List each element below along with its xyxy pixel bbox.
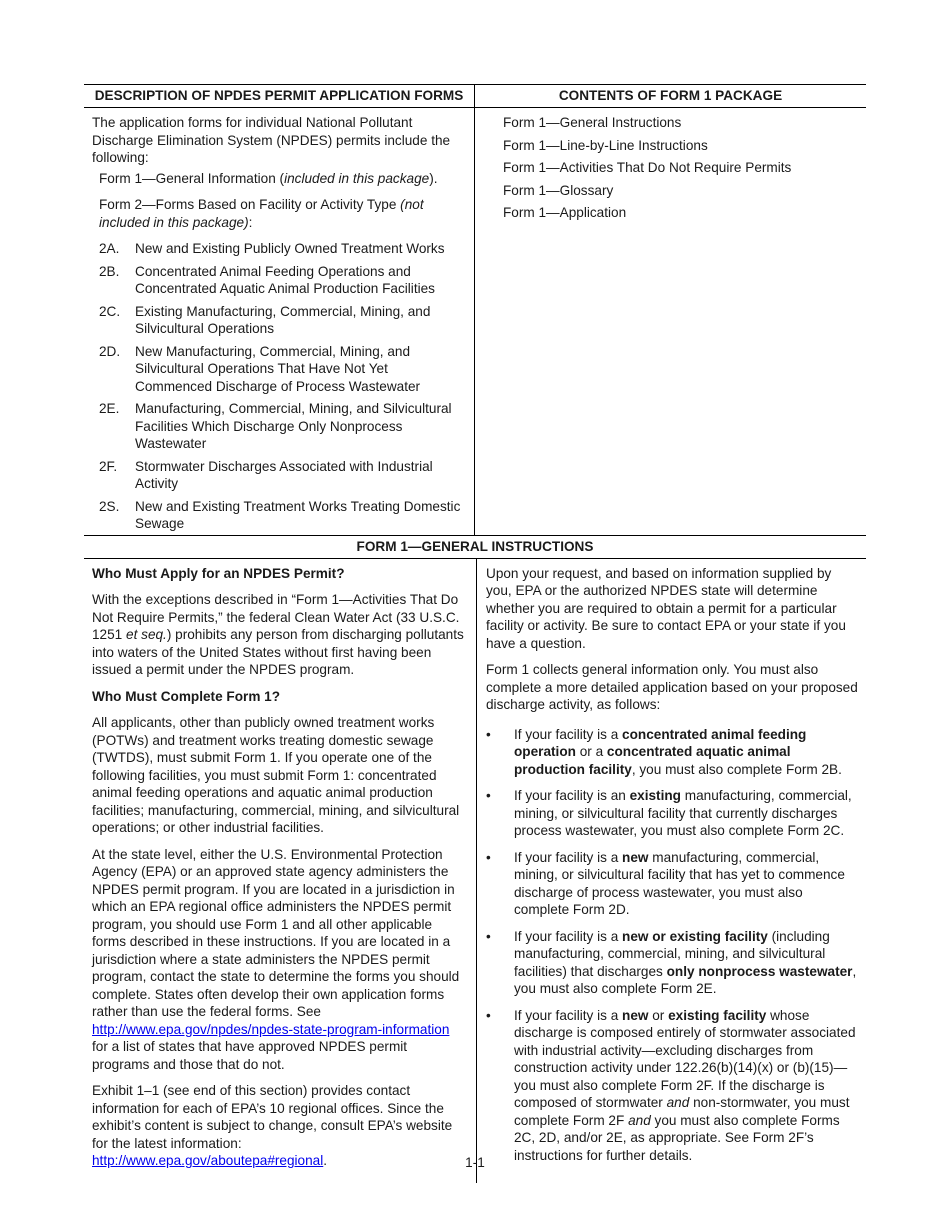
list-item: Form 1—Glossary [503, 182, 614, 198]
contents-list [503, 114, 856, 222]
list-item: Form 1—Activities That Do Not Require Permits [503, 160, 792, 175]
who-must-complete-text: All applicants, other than publicly owned treatment works (POTWs) and treatment works treating domestic sewage (TWTDS), must submit Form 1. If you operate one of the following facilities, you must submit Form 1: concentrated animal feeding operations and aquatic animal production facilities; manufacturing, commercial, mining, and silvicultural operations; or other industrial facilities. [92, 715, 460, 835]
contents-cell [475, 108, 866, 535]
description-intro: The application forms for individual National Pollutant Discharge Elimination System (NPDES) permits include the following: [92, 115, 451, 165]
list-item: • If your facility is a new or existing facility whose discharge is composed entirely of stormwater associated with industrial activity—excluding discharges from construction activity under 122.26(b)(14)(x) or (b)(15)—you must also complete Form 2F. If the discharge is composed of stormwater and non-stormwater, you must complete Form 2F and you must also complete Forms 2C, 2D, and/or 2E, as appropriate. See Form 2F’s instructions for further details. [486, 1007, 858, 1165]
who-must-apply-text: With the exceptions described in “Form 1—Activities That Do Not Require Permits,” the federal Clean Water Act (33 U.S.C. 1251 et seq.) prohibits any person from discharging pollutants into waters of the United States without first having been issued a permit under the NPDES program. [92, 592, 464, 677]
document-page [84, 84, 866, 1183]
top-table-header [84, 84, 866, 108]
list-item: 2S. New and Existing Treatment Works Treating Domestic Sewage [99, 498, 461, 531]
list-item: 2E. Manufacturing, Commercial, Mining, and Silvicultural Facilities Which Discharge Only Nonprocess Wastewater [99, 401, 452, 451]
form2-list [92, 240, 464, 533]
section-title: FORM 1—GENERAL INSTRUCTIONS [84, 535, 866, 559]
list-item: Form 1—Line-by-Line Instructions [503, 137, 708, 153]
request-text: Upon your request, and based on information supplied by you, EPA or the authorized NPDES state will determine whether you are required to obtain a permit for a particular facility or activity. Be sure to contact EPA or your state if you have a question. [486, 565, 846, 651]
form1-collects-text: Form 1 collects general information only. You must also complete a more detailed application based on your proposed discharge activity, as follows: [486, 662, 858, 712]
left-column [84, 559, 477, 1184]
list-item: • If your facility is an existing manufacturing, commercial, mining, or silvicultural facility that currently discharges process wastewater, you must also complete Form 2C. [486, 787, 858, 840]
state-program-link[interactable]: http://www.epa.gov/npdes/npdes-state-program-information [92, 1021, 450, 1037]
form1-line: Form 1—General Information (included in this package). [99, 170, 438, 186]
list-item: 2D. New Manufacturing, Commercial, Mining, and Silvicultural Operations That Have Not Yet Commenced Discharge of Process Wastewater [99, 343, 421, 394]
instructions-body [84, 559, 866, 1184]
list-item: 2A. New and Existing Publicly Owned Treatment Works [99, 241, 445, 256]
right-column [477, 559, 866, 1184]
description-header: DESCRIPTION OF NPDES PERMIT APPLICATION FORMS [84, 85, 475, 107]
list-item: 2C. Existing Manufacturing, Commercial, Mining, and Silvicultural Operations [99, 303, 431, 336]
list-item: 2B. Concentrated Animal Feeding Operations and Concentrated Aquatic Animal Production Facilities [99, 263, 435, 296]
list-item: • If your facility is a new manufacturing, commercial, mining, or silvicultural facility that has yet to commence discharge of process wastewater, you must also complete Form 2D. [486, 849, 858, 919]
list-item: • If your facility is a new or existing facility (including manufacturing, commercial, mining, and silvicultural facilities) that discharges only nonprocess wastewater, you must also complete Form 2E. [486, 928, 858, 998]
regional-offices-link[interactable]: http://www.epa.gov/aboutepa#regional [92, 1153, 324, 1168]
list-item: Form 1—Application [503, 205, 627, 220]
who-must-apply-heading: Who Must Apply for an NPDES Permit? [92, 565, 345, 581]
state-level-text: At the state level, either the U.S. Environmental Protection Agency (EPA) or an approved state agency administers the NPDES permit program. If you are located in a jurisdiction in which an EPA regional office administers the NPDES permit program, you should use Form 1 and all other applicable forms described in these instructions. If you are located in a jurisdiction where a state administers the NPDES permit program, contact the state to determine the forms you should complete. States often develop their own application forms rather than use the federal forms. See http://www.epa.gov/npdes/npdes-state-program-information for a list of states that have approved NPDES permit programs and those that do not. [92, 846, 460, 1072]
contents-header: CONTENTS OF FORM 1 PACKAGE [558, 88, 783, 103]
exhibit-text: Exhibit 1–1 (see end of this section) provides contact information for each of EPA’s 10 regional offices. Since the exhibit’s content is subject to change, consult EPA’s website for the latest information: http://www.epa.gov/aboutepa#regional. [92, 1083, 453, 1168]
form2-line: Form 2—Forms Based on Facility or Activity Type (not included in this package): [99, 197, 424, 230]
page-number: 1-1 [465, 1155, 485, 1170]
list-item: Form 1—General Instructions [503, 115, 682, 130]
list-item: 2F. Stormwater Discharges Associated with Industrial Activity [99, 458, 433, 491]
top-table-body [84, 108, 866, 535]
who-must-complete-heading: Who Must Complete Form 1? [92, 688, 281, 704]
description-cell [84, 108, 475, 535]
facility-bullets [486, 726, 858, 1165]
list-item: • If your facility is a concentrated animal feeding operation or a concentrated aquatic animal production facility, you must also complete Form 2B. [486, 726, 858, 779]
